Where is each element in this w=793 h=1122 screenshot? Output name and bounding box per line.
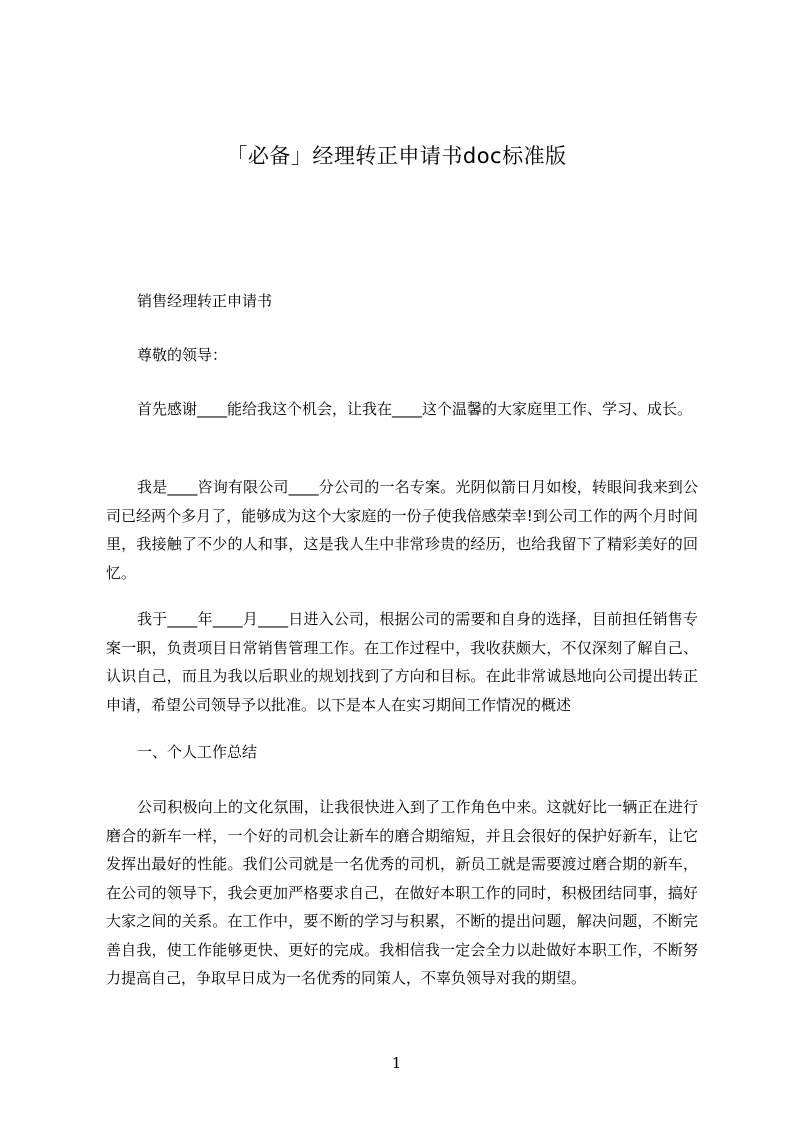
letter-heading: 销售经理转正申请书 <box>137 292 273 310</box>
paragraph-introduction: 我是____咨询有限公司____分公司的一名专案。光阴似箭日月如梭，转眼间我来到公司已经两个多月了，能够成为这个大家庭的一份子使我倍感荣幸!到公司工作的两个月时间里，我接触了不少的人和事，这是我人生中非常珍贵的经历，也给我留下了精彩美好的回忆。 <box>106 478 698 582</box>
paragraph-thanks: 首先感谢____能给我这个机会，让我在____这个温馨的大家庭里工作、学习、成长。 <box>137 400 693 418</box>
paragraph-application: 我于____年____月____日进入公司，根据公司的需要和自身的选择，目前担任销售专案一职，负责项目日常销售管理工作。在工作过程中，我收获颇大，不仅深刻了解自己、认识自己，而且为我以后职业的规划找到了方向和目标。在此非常诚恳地向公司提出转正申请，希望公司领导予以批准。以下是本人在实习期间工作情况的概述 <box>106 610 698 714</box>
paragraph-work-summary: 公司积极向上的文化氛围，让我很快进入到了工作角色中来。这就好比一辆正在进行磨合的新车一样，一个好的司机会让新车的磨合期缩短，并且会很好的保护好新车，让它发挥出最好的性能。我们公司就是一名优秀的司机，新员工就是需要渡过磨合期的新车，在公司的领导下，我会更加严格要求自己，在做好本职工作的同时，积极团结同事，搞好大家之间的关系。在工作中，要不断的学习与积累，不断的提出问题，解决问题，不断完善自我，使工作能够更快、更好的完成。我相信我一定会全力以赴做好本职工作，不断努力提高自己，争取早日成为一名优秀的同策人，不辜负领导对我的期望。 <box>106 798 698 987</box>
page-number: 1 <box>391 1054 402 1072</box>
salutation: 尊敬的领导： <box>137 346 228 364</box>
document-title: 「必备」经理转正申请书doc标准版 <box>226 144 567 168</box>
section-heading: 一、个人工作总结 <box>137 743 258 761</box>
